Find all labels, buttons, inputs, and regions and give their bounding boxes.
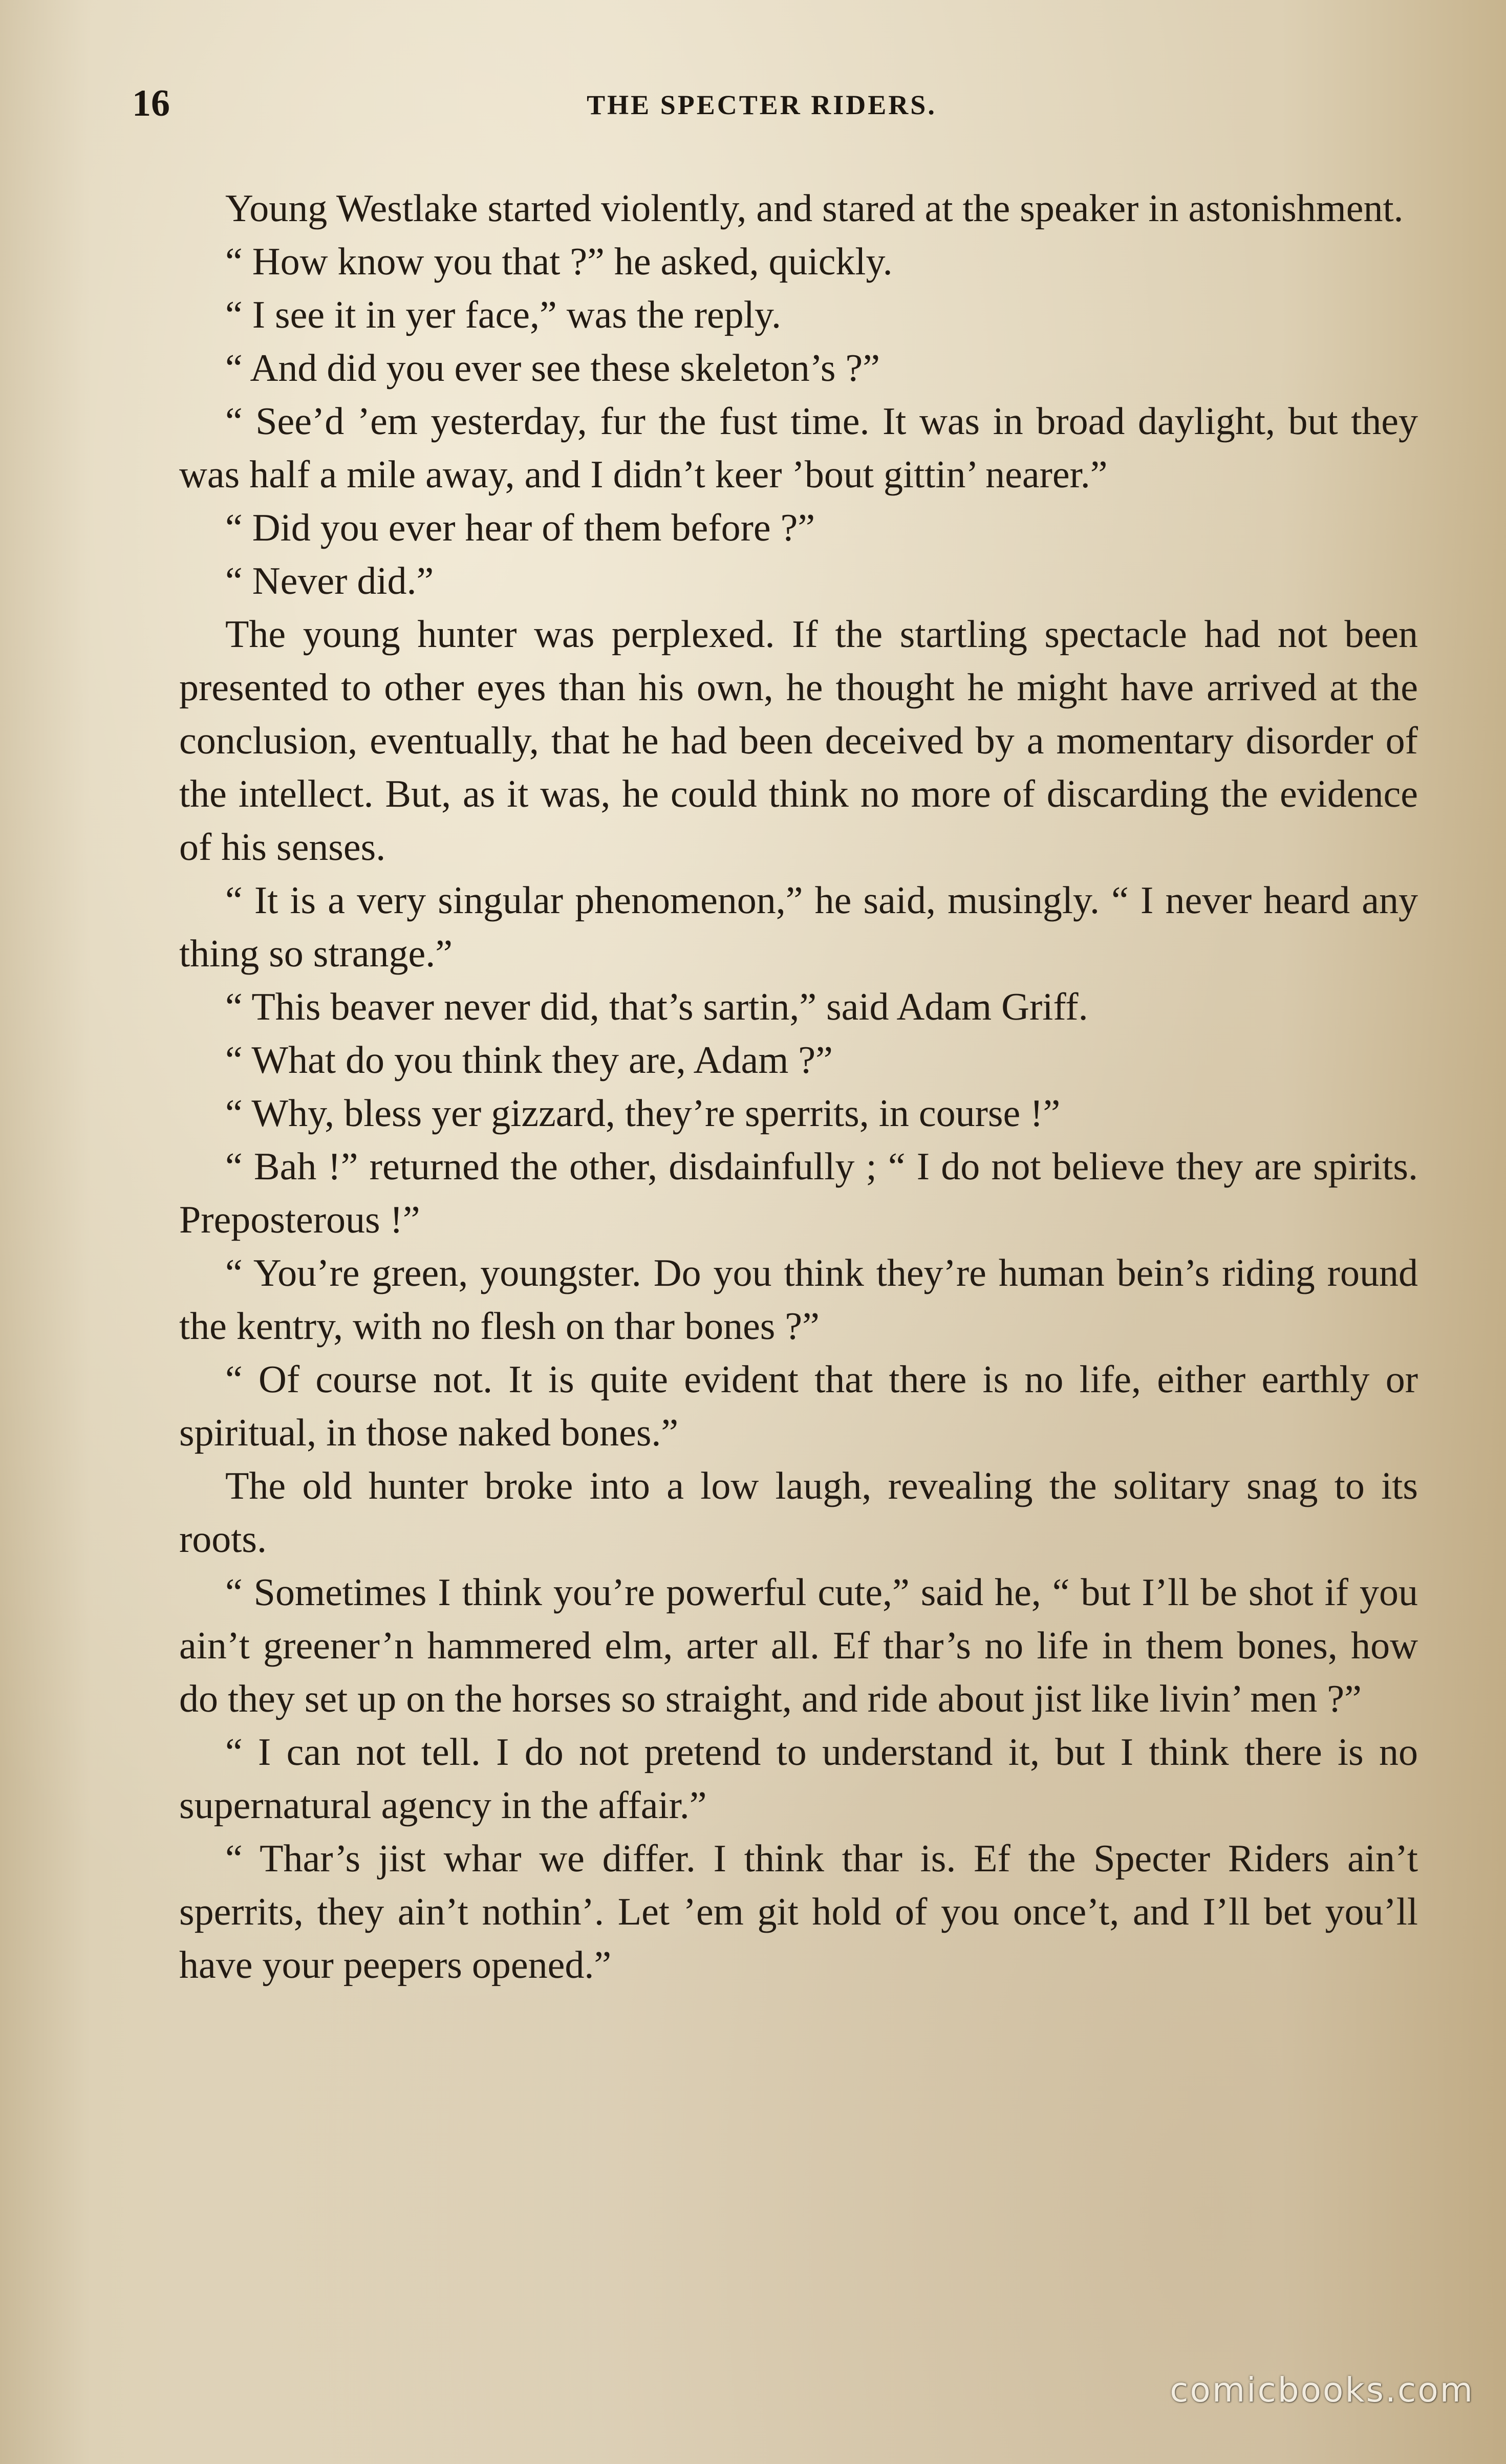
page-number: 16: [132, 82, 170, 124]
running-title: THE SPECTER RIDERS.: [587, 90, 937, 120]
paragraph: “ And did you ever see these skeleton’s ?”: [225, 347, 880, 390]
paragraph: “ What do you think they are, Adam ?”: [225, 1039, 833, 1082]
paragraph: “ Bah !” returned the other, disdainfully ; “ I do not believe they are spirits. Preposterous !”: [179, 1145, 1418, 1241]
paragraph: “ You’re green, youngster. Do you think they’re human bein’s riding round the kentry, with no flesh on thar bones ?”: [179, 1251, 1418, 1348]
paragraph: “ Did you ever hear of them before ?”: [225, 506, 815, 549]
paragraph: “ How know you that ?” he asked, quickly.: [225, 240, 893, 283]
paragraph: “ See’d ’em yesterday, fur the fust time. It was in broad daylight, but they was half a mile away, and I didn’t keer ’bout gittin’ nearer.”: [179, 400, 1418, 496]
paragraph: “ Why, bless yer gizzard, they’re sperrits, in course !”: [225, 1092, 1061, 1135]
paragraph: Young Westlake started violently, and stared at the speaker in astonishment.: [225, 187, 1404, 230]
paragraph: “ Of course not. It is quite evident that there is no life, either earthly or spiritual, in those naked bones.”: [179, 1358, 1418, 1454]
body-text: [179, 182, 1418, 1992]
paragraph: The young hunter was perplexed. If the startling spectacle had not been presented to other eyes than his own, he thought he might have arrived at the conclusion, eventually, that he had been deceived by a momentary disorder of the intellect. But, as it was, he could think no more of discarding the evidence of his senses.: [179, 613, 1418, 869]
paragraph: “ It is a very singular phenomenon,” he said, musingly. “ I never heard any thing so strange.”: [179, 879, 1418, 975]
paragraph: “ I see it in yer face,” was the reply.: [225, 293, 781, 336]
paragraph: “ Thar’s jist whar we differ. I think thar is. Ef the Specter Riders ain’t sperrits, they ain’t nothin’. Let ’em git hold of you once’t, and I’ll bet you’ll have your peepers opened.”: [179, 1837, 1418, 1986]
watermark: comicbooks.com: [1170, 2370, 1474, 2410]
paragraph: The old hunter broke into a low laugh, revealing the solitary snag to its roots.: [179, 1464, 1418, 1561]
paragraph: “ This beaver never did, that’s sartin,” said Adam Griff.: [225, 985, 1088, 1028]
paragraph: “ I can not tell. I do not pretend to understand it, but I think there is no supernatural agency in the affair.”: [179, 1731, 1418, 1827]
page-header: [132, 82, 1391, 128]
paragraph: “ Sometimes I think you’re powerful cute,” said he, “ but I’ll be shot if you ain’t greener’n hammered elm, arter all. Ef thar’s no life in them bones, how do they set up on the horses so straight, and ride about jist like livin’ men ?”: [179, 1571, 1418, 1720]
paragraph: “ Never did.”: [225, 559, 434, 602]
